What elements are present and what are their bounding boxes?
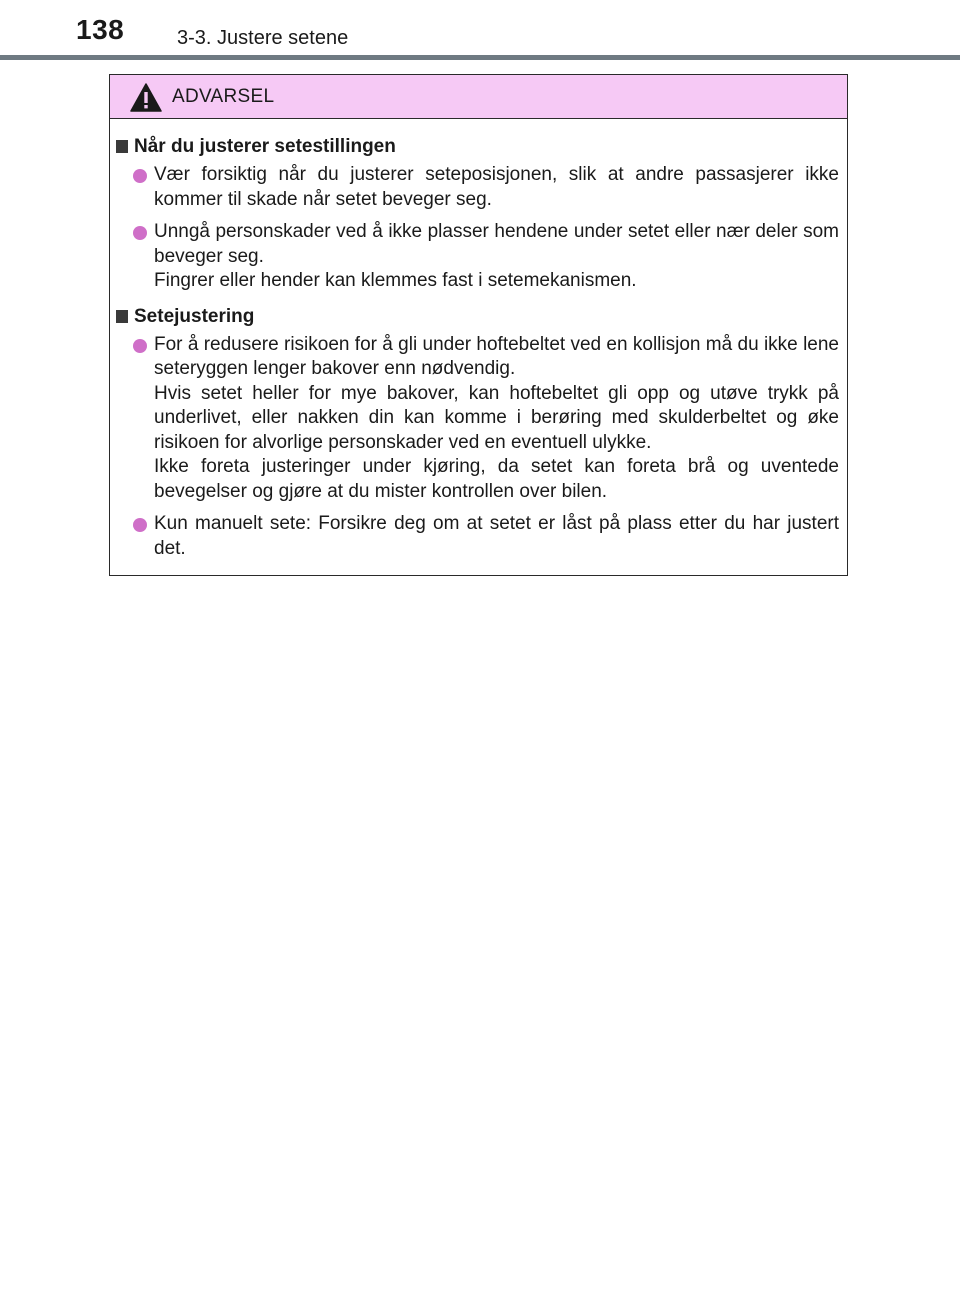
section-heading: Når du justerer setestillingen [112,135,839,159]
section-title: 3-3. Justere setene [177,27,349,49]
warning-box [109,74,848,576]
warning-body [110,119,847,561]
list-item: Vær forsiktig når du justerer seteposisjonen, slik at andre passasjerer ikke kommer til skade når setet beveger seg. [112,163,839,212]
warning-triangle-icon [130,83,162,112]
list-item: Kun manuelt sete: Forsikre deg om at setet er låst på plass etter du har justert det. [112,512,839,561]
warning-title: ADVARSEL [172,86,275,107]
list-item: Unngå personskader ved å ikke plasser hendene under setet eller nær deler som beveger seg. Fingrer eller hender kan klemmes fast i setemekanismen. [112,220,839,294]
warning-header [110,75,847,119]
bullet-dot-icon [133,226,147,240]
list-item: For å redusere risikoen for å gli under hoftebeltet ved en kollisjon må du ikke lene seteryggen lenger bakover enn nødvendig. Hvis setet heller for mye bakover, kan hoftebeltet gli opp og utøve trykk på underlivet, eller nakken din kan komme i berøring med skulderbeltet og øke risikoen for alvorlige personskader ved en eventuell ulykke. Ikke foreta justeringer under kjøring, da setet kan foreta brå og uventede bevegelser og gjøre at du mister kontrollen over bilen. [112,333,839,505]
square-bullet-icon [116,140,128,153]
section-heading: Setejustering [112,305,839,329]
page-header [0,0,960,62]
bullet-dot-icon [133,169,147,183]
bullet-dot-icon [133,339,147,353]
bullet-dot-icon [133,518,147,532]
square-bullet-icon [116,310,128,323]
header-divider [0,55,960,60]
page-number: 138 [76,14,125,45]
